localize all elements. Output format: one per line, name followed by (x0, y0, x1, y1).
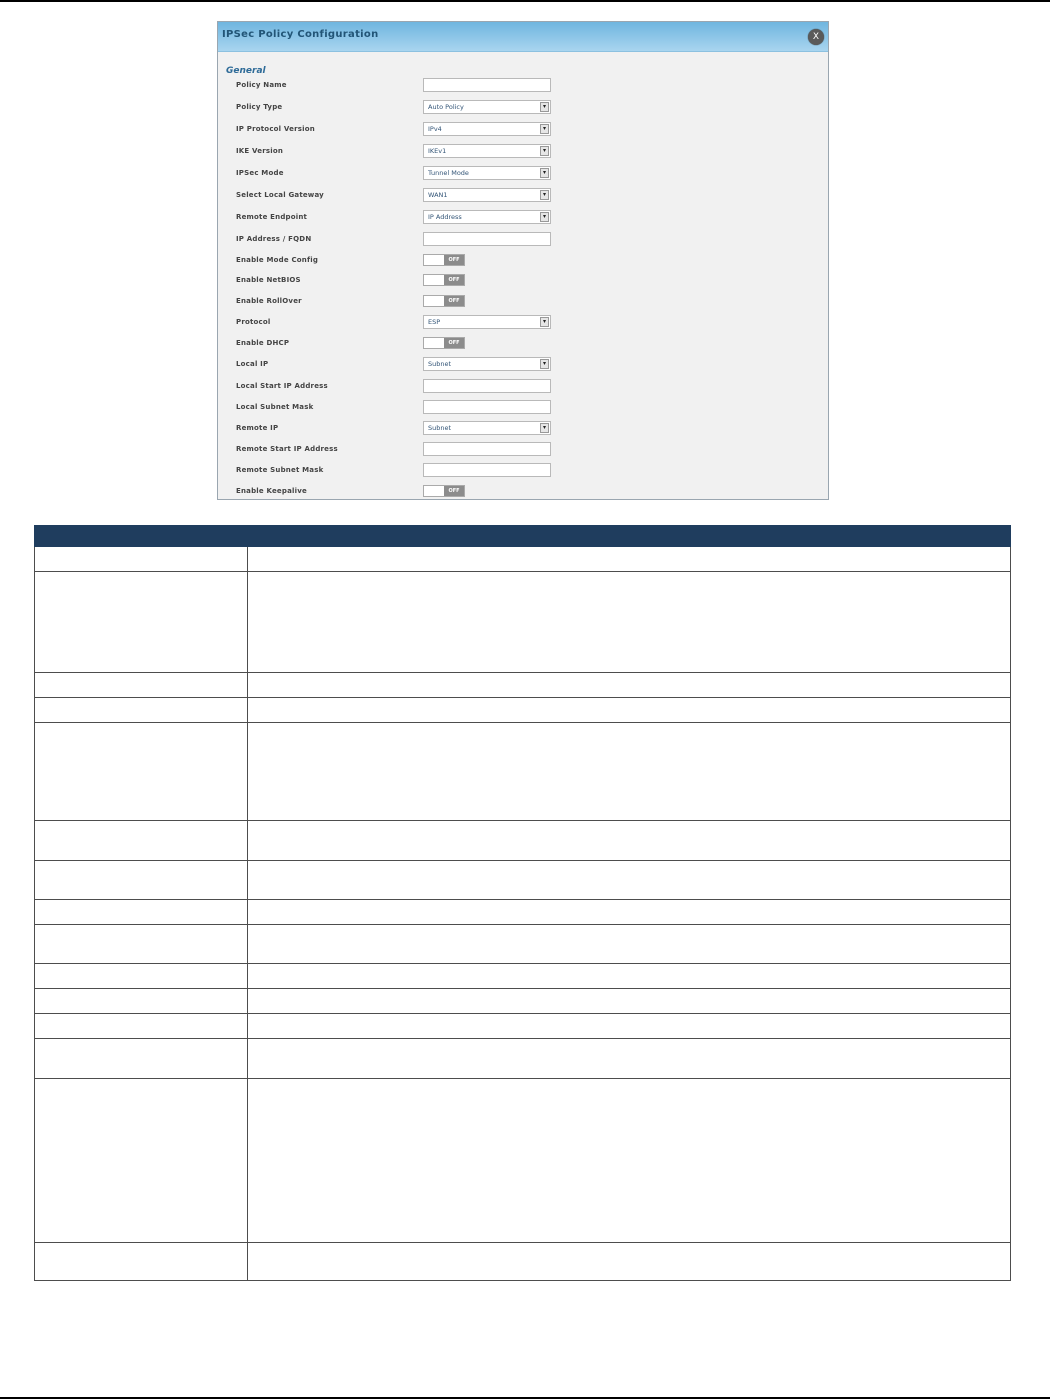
table-cell-description (248, 723, 1011, 821)
dialog-title: IPSec Policy Configuration (222, 29, 379, 40)
table-row (35, 572, 1011, 673)
field-control (423, 294, 465, 306)
select-value: ESP (428, 318, 441, 326)
form-row (218, 253, 828, 269)
close-icon[interactable]: X (808, 29, 824, 45)
toggle-state-label: OFF (444, 486, 464, 496)
select-value: Subnet (428, 424, 452, 432)
table-cell-setting (35, 964, 248, 989)
table-cell-setting (35, 1039, 248, 1079)
field-label: IP Protocol Version (236, 125, 315, 133)
toggle-switch[interactable] (423, 485, 465, 497)
field-label: IPSec Mode (236, 169, 284, 177)
field-control (423, 100, 551, 114)
field-control (423, 463, 551, 477)
table-header-row (35, 526, 1011, 547)
table-row (35, 1014, 1011, 1039)
form-row (218, 273, 828, 289)
toggle-switch[interactable] (423, 295, 465, 307)
table-row (35, 989, 1011, 1014)
table-row (35, 1039, 1011, 1079)
dropdown-arrow-icon[interactable]: ▾ (540, 168, 549, 178)
dropdown-arrow-icon[interactable]: ▾ (540, 190, 549, 200)
select-value: Subnet (428, 360, 452, 368)
field-label: Local IP (236, 360, 269, 368)
select-dropdown[interactable] (423, 315, 551, 329)
text-input[interactable] (423, 463, 551, 477)
table-cell-description (248, 1014, 1011, 1039)
table-cell-setting (35, 698, 248, 723)
select-dropdown[interactable] (423, 357, 551, 371)
table-cell-setting (35, 989, 248, 1014)
ipsec-policy-dialog (217, 21, 829, 500)
table-cell-setting (35, 821, 248, 861)
select-dropdown[interactable] (423, 188, 551, 202)
table-cell-description (248, 925, 1011, 964)
dropdown-arrow-icon[interactable]: ▾ (540, 423, 549, 433)
field-label: Enable RollOver (236, 297, 302, 305)
form-row (218, 188, 828, 204)
table-cell-setting (35, 1014, 248, 1039)
select-value: Tunnel Mode (428, 169, 469, 177)
table-cell-description (248, 572, 1011, 673)
table-cell-description (248, 964, 1011, 989)
field-control (423, 188, 551, 202)
field-label: Remote Endpoint (236, 213, 308, 221)
field-label: Policy Name (236, 81, 287, 89)
field-control (423, 400, 551, 414)
toggle-state-label: OFF (444, 338, 464, 348)
select-value: IP Address (428, 213, 462, 221)
table-cell-setting (35, 547, 248, 572)
form-row (218, 144, 828, 160)
field-label: Local Subnet Mask (236, 403, 314, 411)
table-cell-description (248, 673, 1011, 698)
field-control (423, 232, 551, 246)
field-label: Remote Start IP Address (236, 445, 338, 453)
table-cell-setting (35, 861, 248, 900)
text-input[interactable] (423, 379, 551, 393)
table-row (35, 861, 1011, 900)
field-control (423, 210, 551, 224)
reference-table (34, 525, 1011, 1281)
field-control (423, 315, 551, 329)
toggle-state-label: OFF (444, 296, 464, 306)
table-cell-description (248, 821, 1011, 861)
table-cell-setting (35, 673, 248, 698)
form-row (218, 315, 828, 331)
field-control (423, 166, 551, 180)
field-control (423, 421, 551, 435)
select-dropdown[interactable] (423, 210, 551, 224)
dropdown-arrow-icon[interactable]: ▾ (540, 124, 549, 134)
table-cell-description (248, 861, 1011, 900)
table-header-cell (35, 526, 248, 547)
field-label: Protocol (236, 318, 271, 326)
text-input[interactable] (423, 442, 551, 456)
form-row (218, 336, 828, 352)
form-row (218, 484, 828, 500)
dropdown-arrow-icon[interactable]: ▾ (540, 317, 549, 327)
table-row (35, 673, 1011, 698)
table-header-cell (248, 526, 1011, 547)
toggle-state-label: OFF (444, 255, 464, 265)
table-cell-description (248, 1039, 1011, 1079)
toggle-knob (424, 486, 445, 496)
toggle-knob (424, 338, 445, 348)
field-label: Enable DHCP (236, 339, 290, 347)
form-row (218, 357, 828, 373)
toggle-knob (424, 275, 445, 285)
table-cell-description (248, 698, 1011, 723)
field-control (423, 273, 465, 285)
table-cell-setting (35, 572, 248, 673)
table-row (35, 698, 1011, 723)
table-row (35, 900, 1011, 925)
form-row (218, 78, 828, 94)
table-cell-setting (35, 1079, 248, 1243)
form-row (218, 463, 828, 479)
table-cell-setting (35, 900, 248, 925)
text-input[interactable] (423, 400, 551, 414)
form-row (218, 400, 828, 416)
table-cell-setting (35, 723, 248, 821)
field-control (423, 484, 465, 496)
dialog-titlebar (218, 22, 828, 52)
field-label: Select Local Gateway (236, 191, 324, 199)
table-row (35, 1079, 1011, 1243)
text-input[interactable] (423, 232, 551, 246)
form-row (218, 379, 828, 395)
toggle-switch[interactable] (423, 337, 465, 349)
table-cell-description (248, 1243, 1011, 1281)
field-label: Enable Mode Config (236, 256, 319, 264)
dropdown-arrow-icon[interactable]: ▾ (540, 212, 549, 222)
dropdown-arrow-icon[interactable]: ▾ (540, 359, 549, 369)
form-row (218, 294, 828, 310)
form-row (218, 421, 828, 437)
field-control (423, 78, 551, 92)
select-dropdown[interactable] (423, 166, 551, 180)
toggle-switch[interactable] (423, 254, 465, 266)
field-control (423, 357, 551, 371)
select-dropdown[interactable] (423, 144, 551, 158)
field-label: Policy Type (236, 103, 283, 111)
table-row (35, 964, 1011, 989)
table-row (35, 821, 1011, 861)
select-value: IKEv1 (428, 147, 447, 155)
select-value: IPv4 (428, 125, 442, 133)
table-cell-description (248, 1079, 1011, 1243)
text-input[interactable] (423, 78, 551, 92)
field-control (423, 442, 551, 456)
table-row (35, 547, 1011, 572)
form-row (218, 442, 828, 458)
table-row (35, 1243, 1011, 1281)
field-label: Local Start IP Address (236, 382, 328, 390)
field-control (423, 336, 465, 348)
toggle-knob (424, 255, 445, 265)
dropdown-arrow-icon[interactable]: ▾ (540, 146, 549, 156)
table-cell-setting (35, 925, 248, 964)
field-control (423, 144, 551, 158)
form-row (218, 122, 828, 138)
field-label: IP Address / FQDN (236, 235, 312, 243)
form-row (218, 232, 828, 248)
table-cell-setting (35, 1243, 248, 1281)
toggle-switch[interactable] (423, 274, 465, 286)
table-cell-description (248, 547, 1011, 572)
form-row (218, 100, 828, 116)
table-row (35, 925, 1011, 964)
top-rule (0, 0, 1050, 2)
select-dropdown[interactable] (423, 122, 551, 136)
select-value: Auto Policy (428, 103, 464, 111)
form-row (218, 166, 828, 182)
section-title-general: General (226, 66, 266, 76)
table-cell-description (248, 900, 1011, 925)
field-label: Remote IP (236, 424, 279, 432)
select-dropdown[interactable] (423, 100, 551, 114)
form-row (218, 210, 828, 226)
field-control (423, 122, 551, 136)
bottom-rule (0, 1397, 1050, 1399)
table-row (35, 723, 1011, 821)
field-label: Remote Subnet Mask (236, 466, 324, 474)
toggle-knob (424, 296, 445, 306)
field-label: IKE Version (236, 147, 284, 155)
field-label: Enable NetBIOS (236, 276, 301, 284)
select-value: WAN1 (428, 191, 448, 199)
select-dropdown[interactable] (423, 421, 551, 435)
field-label: Enable Keepalive (236, 487, 307, 495)
field-control (423, 379, 551, 393)
field-control (423, 253, 465, 265)
table-cell-description (248, 989, 1011, 1014)
toggle-state-label: OFF (444, 275, 464, 285)
dropdown-arrow-icon[interactable]: ▾ (540, 102, 549, 112)
